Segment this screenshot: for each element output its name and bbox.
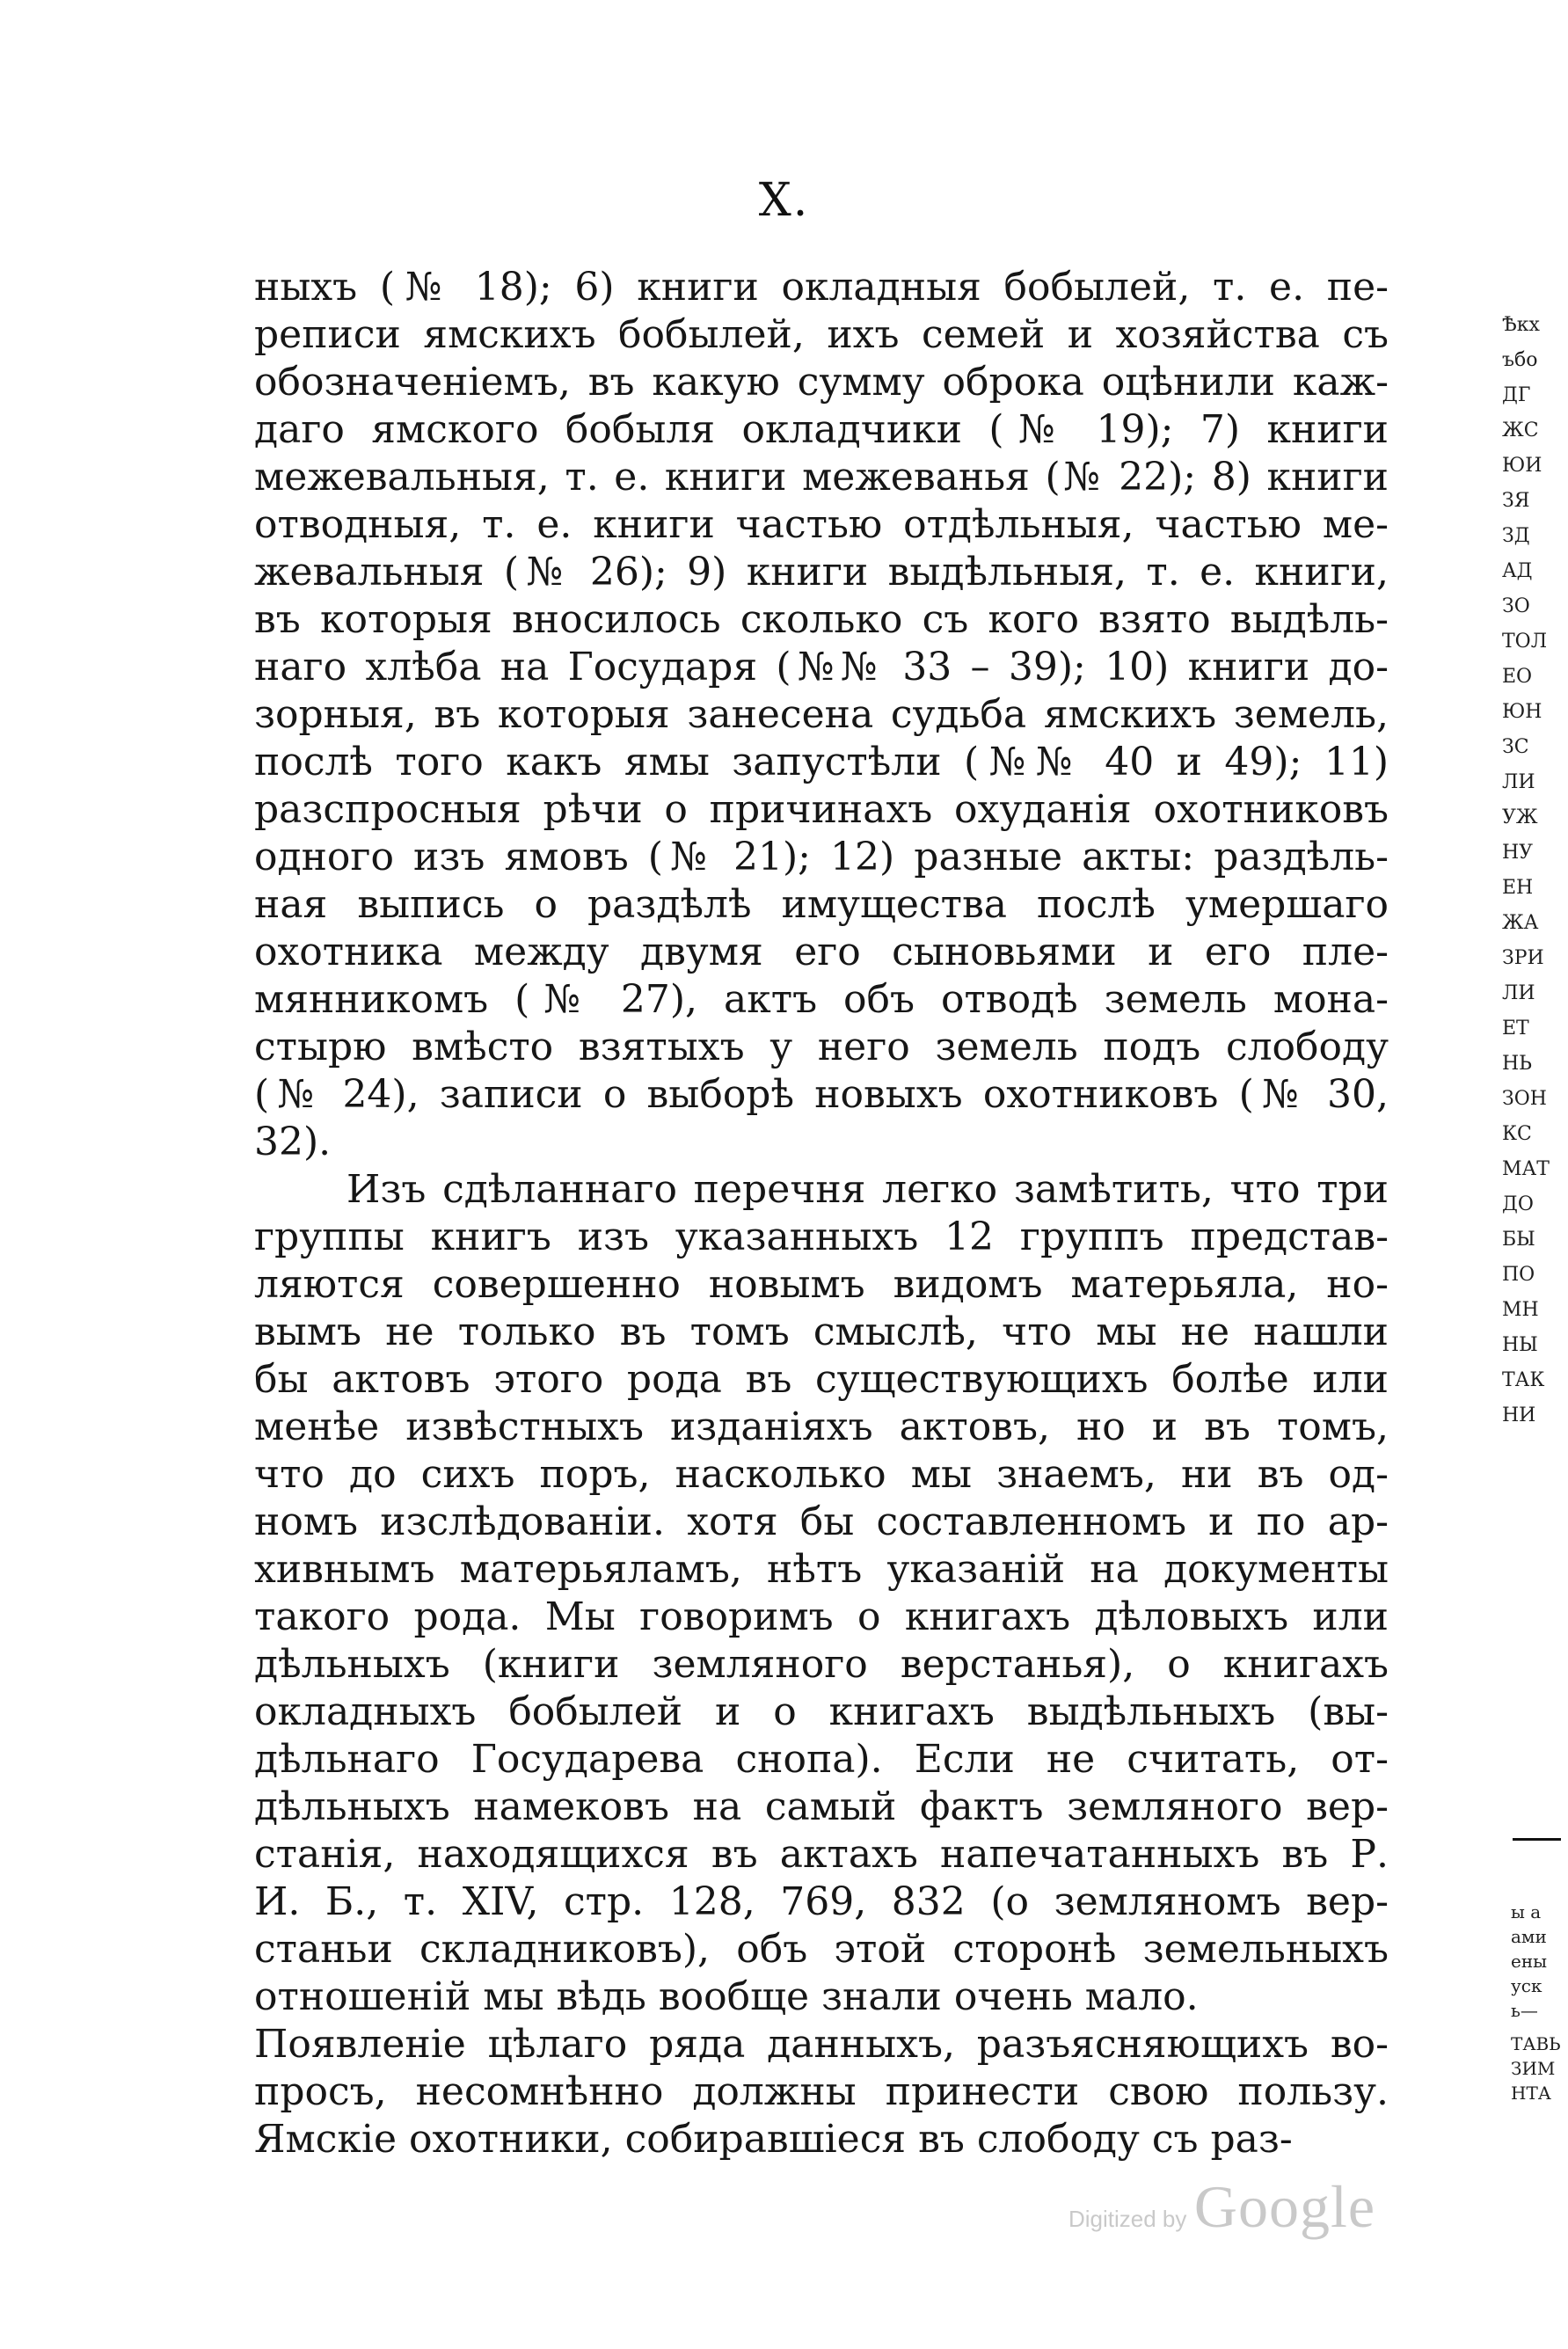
text-line: охотника между двумя его сыновьями и его пле- — [254, 930, 1389, 974]
text-line: зорныя, въ которыя занесена судьба ямскихъ земель, — [254, 692, 1389, 737]
bleed-through-fragment: КС — [1502, 1123, 1532, 1145]
text-line: мянникомъ (№ 27), актъ объ отводѣ земель мона- — [254, 977, 1389, 1022]
bleed-through-fragment: ены — [1511, 1951, 1548, 1972]
text-line: ная выпись о раздѣлѣ имущества послѣ умершаго — [254, 882, 1389, 927]
bleed-through-fragment: УЖ — [1502, 806, 1538, 828]
text-line: 32). — [254, 1120, 332, 1164]
text-line: Ямскіе охотники, собиравшіеся въ слободу съ раз- — [254, 2117, 1293, 2162]
text-line: одного изъ ямовъ (№ 21); 12) разные акты: раздѣль- — [254, 835, 1389, 879]
bleed-through-fragment: ЛИ — [1502, 771, 1535, 793]
text-line: просъ, несомнѣнно должны принести свою пользу. — [254, 2069, 1389, 2114]
watermark-prefix: Digitized by — [1068, 2206, 1187, 2232]
text-line: стырю вмѣсто взятыхъ у него земель подъ слободу — [254, 1025, 1389, 1069]
text-line: станія, находящихся въ актахъ напечатанныхъ въ Р. — [254, 1832, 1389, 1877]
bleed-through-fragment: ЗД — [1502, 525, 1530, 547]
bleed-through-fragment: НТА — [1511, 2083, 1551, 2104]
bleed-through-text-lower — [1511, 1900, 1568, 2023]
bleed-through-fragment: ЕТ — [1502, 1018, 1529, 1040]
text-line: Изъ сдѣланнаго перечня легко замѣтить, что три — [346, 1167, 1389, 1212]
bleed-through-fragment: ЗЯ — [1502, 490, 1530, 512]
bleed-through-fragment: ТАК — [1502, 1369, 1545, 1391]
bleed-through-fragment: ЗС — [1502, 736, 1529, 758]
bleed-through-fragment: НУ — [1502, 842, 1534, 864]
text-line: дѣльнаго Государева снопа). Если не считать, от- — [254, 1737, 1389, 1782]
text-line: отводныя, т. е. книги частью отдѣльныя, частью ме- — [254, 502, 1389, 547]
bleed-through-text — [1502, 308, 1568, 1433]
text-line: хивнымъ матерьяламъ, нѣтъ указаній на документы — [254, 1547, 1389, 1592]
bleed-through-fragment: БЫ — [1502, 1229, 1535, 1251]
bleed-through-fragment: МН — [1502, 1299, 1539, 1321]
bleed-through-fragment: ЗРИ — [1502, 947, 1544, 969]
text-line: ляются совершенно новымъ видомъ матерьяла, но- — [254, 1262, 1389, 1307]
text-line: отношеній мы вѣдь вообще знали очень мало. — [254, 1974, 1199, 2019]
text-line: такого рода. Мы говоримъ о книгахъ дѣловыхъ или — [254, 1594, 1389, 1639]
watermark-brand: Google — [1193, 2173, 1376, 2240]
text-line: обозначеніемъ, въ какую сумму оброка оцѣнили каж- — [254, 360, 1389, 405]
bleed-through-fragment: ами — [1511, 1926, 1547, 1947]
bleed-through-fragment: ТОЛ — [1502, 631, 1548, 653]
bleed-through-fragment: ЗОН — [1502, 1088, 1547, 1110]
text-line: жевальныя (№ 26); 9) книги выдѣльныя, т. е. книги, — [254, 550, 1389, 595]
body-text — [254, 264, 1389, 2163]
bleed-through-fragment: ЖА — [1502, 912, 1539, 934]
bleed-through-fragment: ъбо — [1502, 349, 1538, 371]
digitized-by-google-watermark — [1068, 2172, 1411, 2243]
bleed-through-fragment: Ѣкх — [1502, 314, 1540, 336]
bleed-through-fragment: ЖС — [1502, 419, 1539, 441]
text-line: станьи складниковъ), объ этой сторонѣ земельныхъ — [254, 1927, 1389, 1972]
bleed-through-fragment: АД — [1502, 560, 1533, 582]
bleed-through-fragment: НИ — [1502, 1404, 1536, 1426]
text-line: дѣльныхъ (книги земляного верстанья), о книгахъ — [254, 1642, 1389, 1687]
bleed-through-fragment: МАТ — [1502, 1158, 1550, 1180]
text-line: послѣ того какъ ямы запустѣли (№№ 40 и 49); 11) — [254, 740, 1389, 784]
text-line: вымъ не только въ томъ смыслѣ, что мы не нашли — [254, 1309, 1389, 1354]
bleed-through-fragment: ЮН — [1502, 701, 1542, 723]
bleed-through-fragment: ДГ — [1502, 384, 1531, 406]
bleed-through-fragment: ы а — [1511, 1901, 1542, 1922]
bleed-through-fragment: ЕН — [1502, 877, 1534, 899]
bleed-through-fragment: ЛИ — [1502, 982, 1535, 1004]
bleed-through-fragment: ДО — [1502, 1193, 1534, 1215]
bleed-through-fragment: ПО — [1502, 1264, 1535, 1286]
text-line: (№ 24), записи о выборѣ новыхъ охотниковъ (№ 30, — [254, 1072, 1389, 1117]
text-line: въ которыя вносилось сколько съ кого взято выдѣль- — [254, 597, 1389, 642]
text-line: межевальныя, т. е. книги межеванья (№ 22); 8) книги — [254, 455, 1389, 500]
bleed-through-fragment: ЮИ — [1502, 455, 1542, 477]
text-line: бы актовъ этого рода въ существующихъ болѣе или — [254, 1357, 1389, 1402]
text-line: И. Б., т. XIV, стр. 128, 769, 832 (о земляномъ вер- — [254, 1879, 1389, 1924]
text-line: разспросныя рѣчи о причинахъ охуданія охотниковъ — [254, 787, 1389, 832]
bleed-through-text-bottom — [1511, 2032, 1568, 2105]
text-line: реписи ямскихъ бобылей, ихъ семей и хозяйства съ — [254, 312, 1389, 357]
bleed-through-fragment: ЗИМ — [1511, 2058, 1556, 2079]
text-line: дѣльныхъ намековъ на самый фактъ земляного вер- — [254, 1784, 1389, 1829]
text-line: наго хлѣба на Государя (№№ 33 – 39); 10) книги до- — [254, 645, 1389, 689]
text-line: даго ямского бобыля окладчики (№ 19); 7) книги — [254, 407, 1389, 452]
bleed-through-fragment: уск — [1511, 1975, 1542, 1996]
bleed-through-fragment: ЗО — [1502, 595, 1530, 617]
bleed-through-fragment: ТАВЬ — [1511, 2033, 1561, 2054]
text-line: что до сихъ поръ, насколько мы знаемъ, ни въ од- — [254, 1452, 1389, 1497]
bleed-through-rule — [1513, 1838, 1561, 1841]
bleed-through-fragment: НЬ — [1502, 1053, 1533, 1075]
text-line: окладныхъ бобылей и о книгахъ выдѣльныхъ (вы- — [254, 1689, 1389, 1734]
text-line: номъ изслѣдованіи. хотя бы составленномъ и по ар- — [254, 1499, 1389, 1544]
bleed-through-fragment: ЕО — [1502, 666, 1533, 688]
text-line: ныхъ (№ 18); 6) книги окладныя бобылей, т. е. пе- — [254, 265, 1389, 310]
page-number: X. — [758, 174, 810, 227]
text-line: менѣе извѣстныхъ изданіяхъ актовъ, но и въ томъ, — [254, 1404, 1389, 1449]
bleed-through-fragment: НЫ — [1502, 1334, 1538, 1356]
text-line: Появленіе цѣлаго ряда данныхъ, разъясняющихъ во- — [254, 2022, 1389, 2067]
bleed-through-fragment: ь— — [1511, 2000, 1538, 2021]
text-line: группы книгъ изъ указанныхъ 12 группъ представ- — [254, 1215, 1389, 1259]
